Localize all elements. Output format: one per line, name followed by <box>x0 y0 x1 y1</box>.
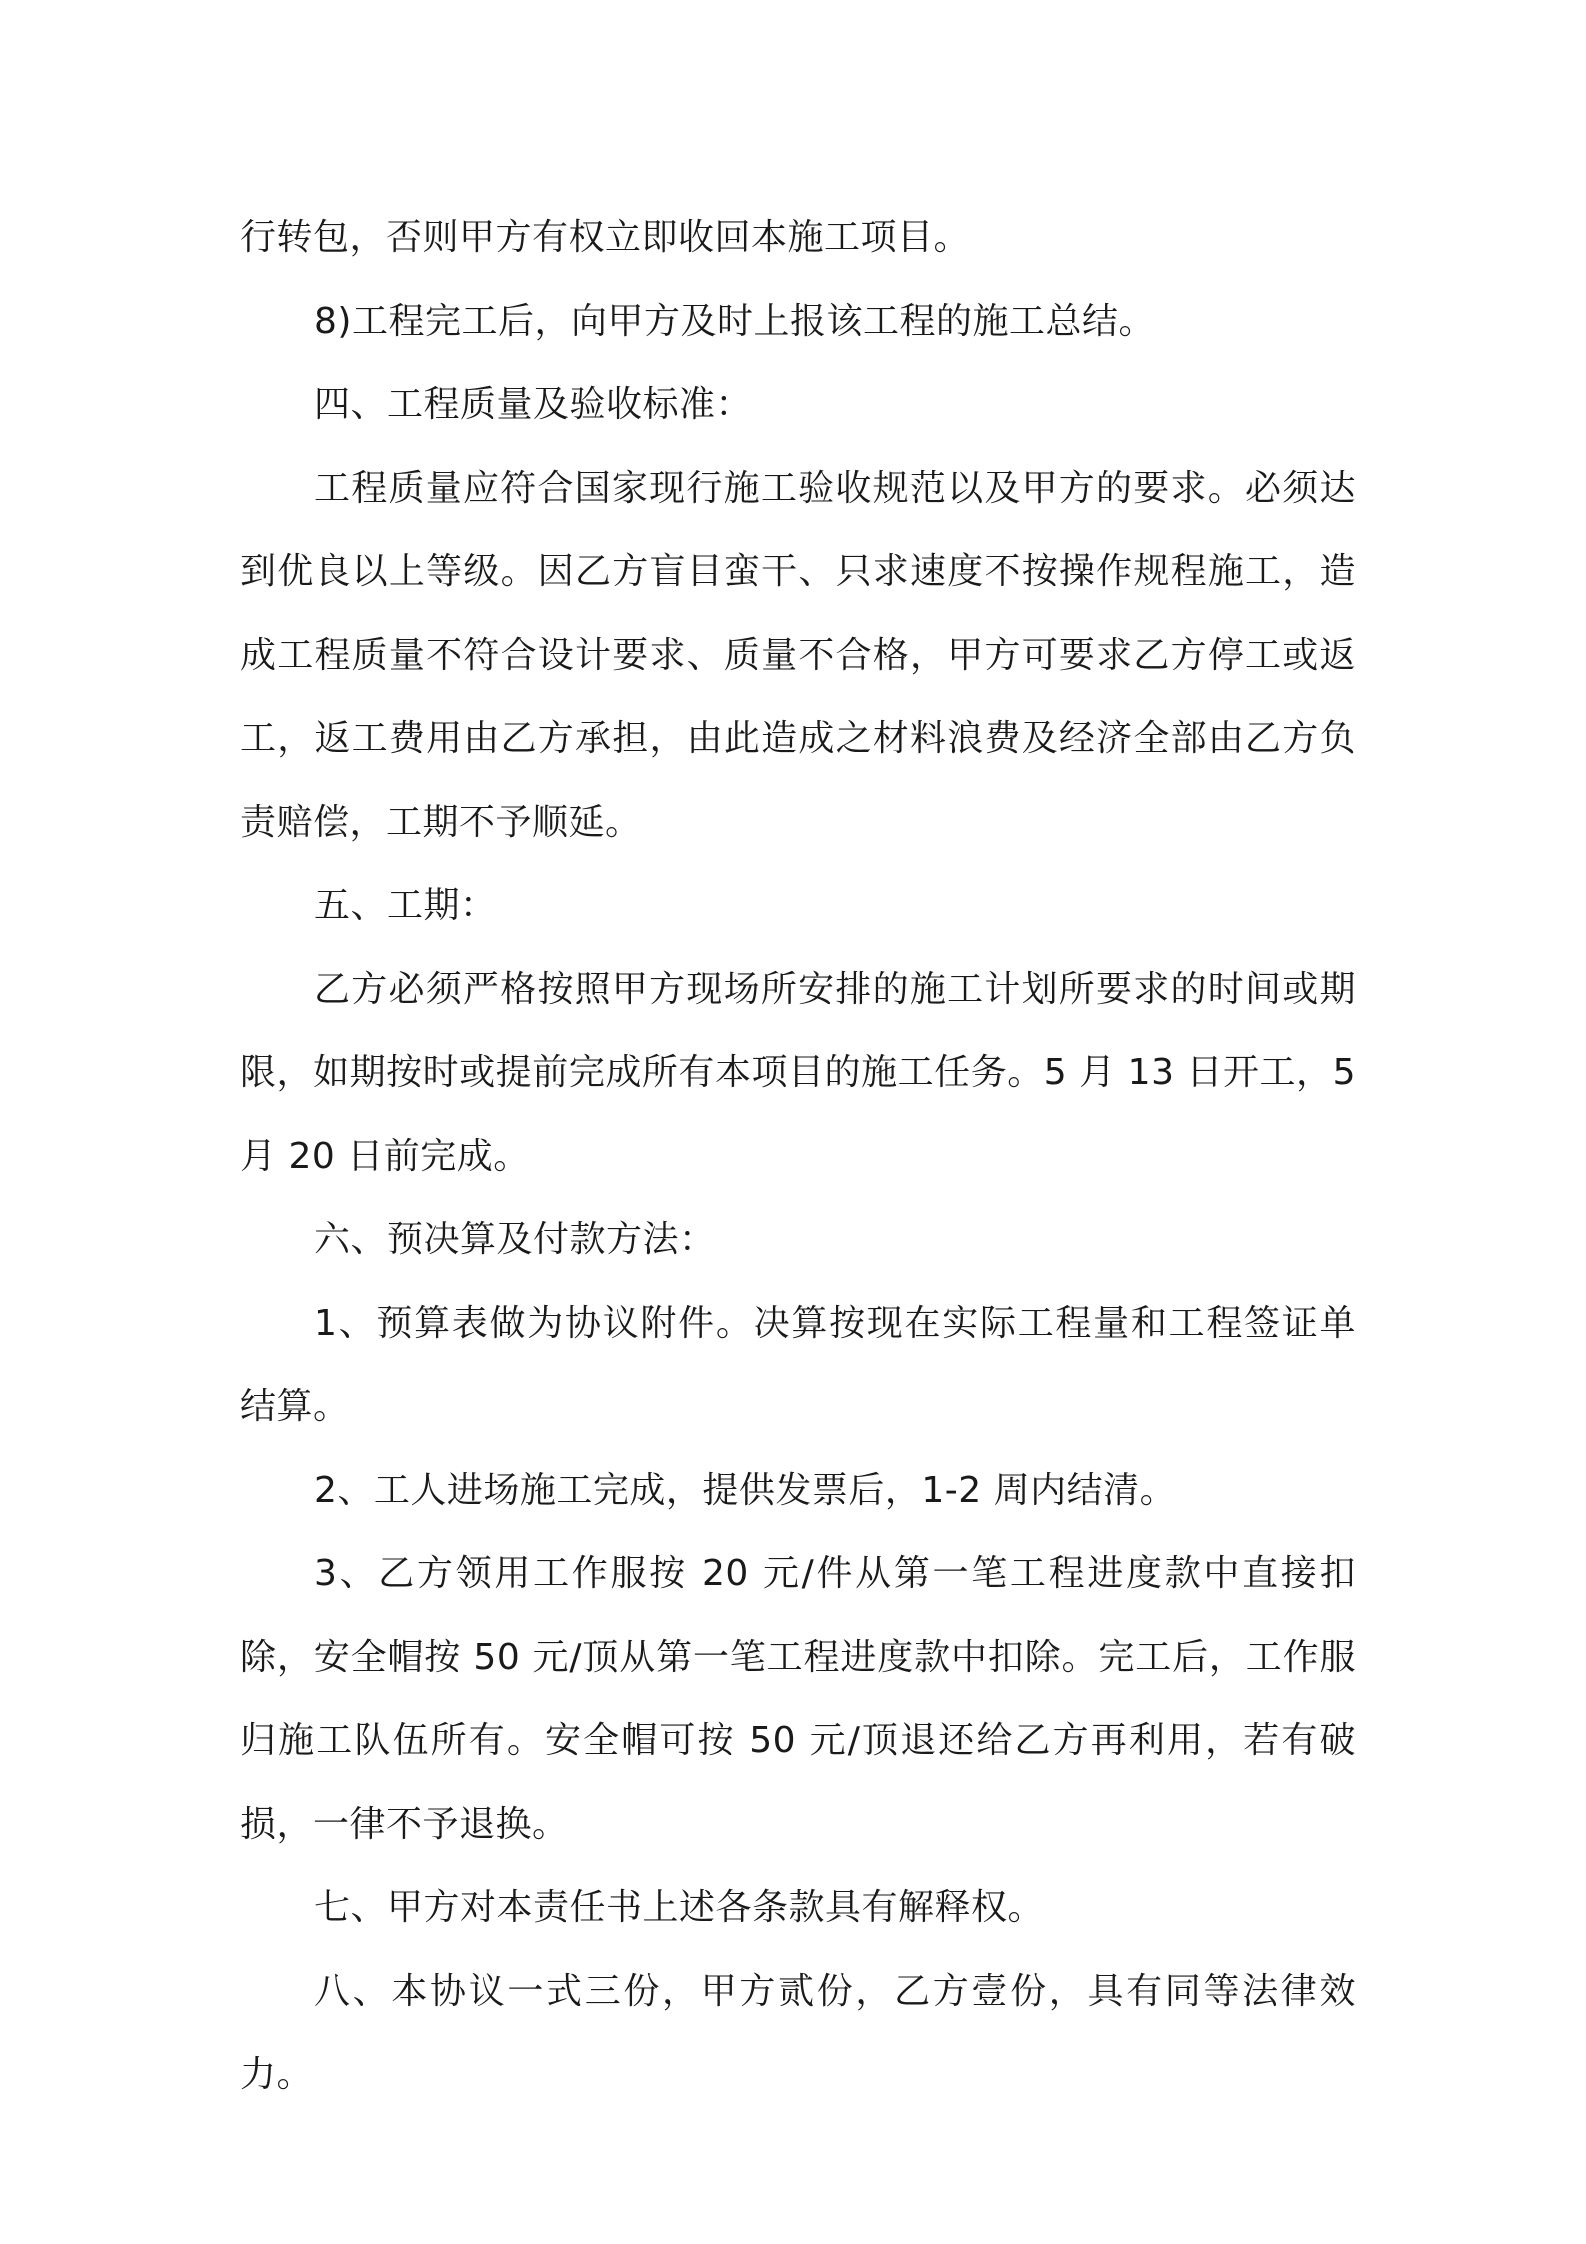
section-heading-payment: 六、预决算及付款方法： <box>314 1219 716 1260</box>
paragraph-payment-1: 1、预算表做为协议附件。决算按现在实际工程量和工程签证单结算。 <box>240 1302 1356 1427</box>
section-heading-quality: 四、工程质量及验收标准： <box>314 384 753 425</box>
document-body <box>240 196 1356 2117</box>
paragraph-subcontract-clause: 行转包，否则甲方有权立即收回本施工项目。 <box>240 217 971 258</box>
paragraph-item-8: 8)工程完工后，向甲方及时上报该工程的施工总结。 <box>314 300 1155 342</box>
paragraph-schedule: 乙方必须严格按照甲方现场所安排的施工计划所要求的时间或期限，如期按时或提前完成所有本项目的施工任务。5 月 13 日开工，5 月 20 日前完成。 <box>240 968 1356 1177</box>
section-copies: 八、本协议一式三份，甲方贰份，乙方壹份，具有同等法律效力。 <box>240 1970 1356 2095</box>
paragraph-payment-2: 2、工人进场施工完成，提供发票后，1-2 周内结清。 <box>314 1469 1177 1511</box>
paragraph-payment-3: 3、乙方领用工作服按 20 元/件从第一笔工程进度款中直接扣除，安全帽按 50 元/顶从第一笔工程进度款中扣除。完工后，工作服归施工队伍所有。安全帽可按 50 元/顶退还给乙方再利用，若有破损，一律不予退换。 <box>240 1553 1356 1845</box>
paragraph-quality: 工程质量应符合国家现行施工验收规范以及甲方的要求。必须达到优良以上等级。因乙方盲目蛮干、只求速度不按操作规程施工，造成工程质量不符合设计要求、质量不合格，甲方可要求乙方停工或返工，返工费用由乙方承担，由此造成之材料浪费及经济全部由乙方负责赔偿，工期不予顺延。 <box>240 467 1356 843</box>
section-interpretation: 七、甲方对本责任书上述各条款具有解释权。 <box>314 1887 1045 1928</box>
section-heading-schedule: 五、工期： <box>314 885 497 926</box>
